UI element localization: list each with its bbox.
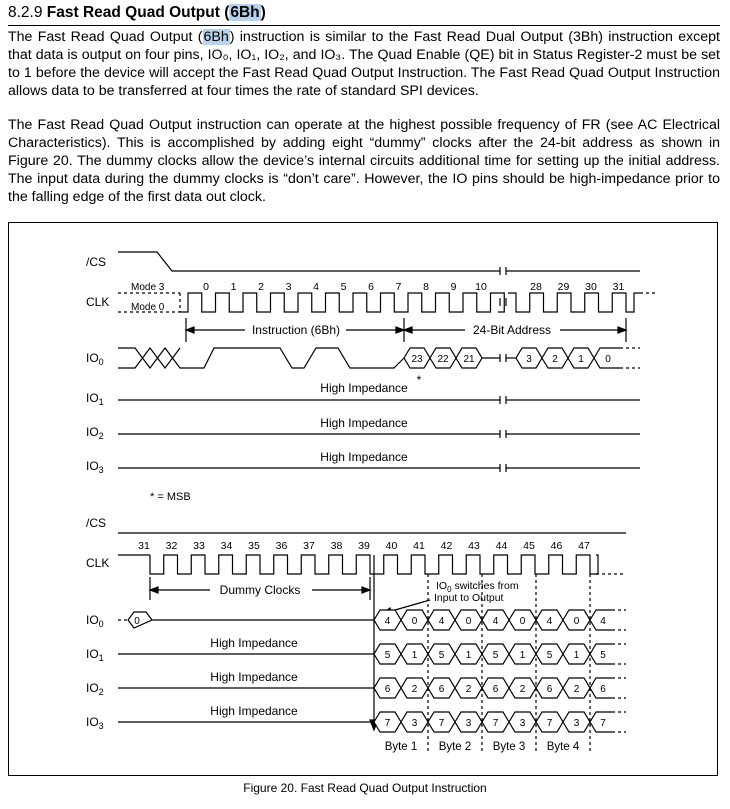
- clock-num-top: 7: [395, 281, 402, 293]
- io2-bit: 2: [465, 684, 472, 695]
- clock-num-top-end: 31: [612, 281, 625, 293]
- io2-bit: 2: [411, 684, 418, 695]
- address-bit-end: 2: [552, 354, 558, 365]
- io0-start-bit: 0: [134, 616, 140, 627]
- io1-bit: 5: [438, 650, 445, 661]
- io0-bit: 4: [600, 616, 606, 627]
- clock-num-bot: 34: [220, 540, 233, 552]
- io0-bit: 4: [546, 616, 553, 627]
- hi-z-io2-bot: High Impedance: [210, 670, 298, 684]
- clock-num-top: 10: [475, 281, 487, 293]
- msb-note: * = MSB: [150, 491, 191, 503]
- clock-num-bot: 44: [495, 540, 508, 552]
- clock-num-top: 2: [258, 281, 264, 293]
- hi-z-io1-bot: High Impedance: [210, 636, 298, 650]
- hi-z-io2-top: High Impedance: [320, 416, 408, 430]
- hi-z-io3-bot: High Impedance: [210, 704, 298, 718]
- signal-clk-top: CLK: [86, 295, 110, 309]
- byte-label: Byte 3: [492, 741, 526, 753]
- io3-bit: 3: [411, 718, 418, 729]
- io3-bit: 3: [573, 718, 580, 729]
- clock-num-bot: 37: [303, 540, 315, 552]
- io3-bit: 7: [438, 718, 445, 729]
- clock-num-bot: 39: [358, 540, 370, 552]
- clock-num-top-end: 29: [557, 281, 570, 293]
- io1-bit: 1: [573, 650, 580, 661]
- clock-num-top-end: 30: [585, 281, 597, 293]
- title-highlight: 6Bh: [230, 4, 260, 21]
- address-bit: 21: [463, 354, 475, 365]
- address-bit-last: 0: [605, 354, 611, 365]
- clock-num-top: 4: [313, 281, 319, 293]
- switch-label-2: Input to Output: [434, 592, 504, 604]
- io3-bit: 3: [465, 718, 472, 729]
- signal-io3-top: $IO_3$: [86, 459, 104, 475]
- io0-bit: 4: [384, 616, 391, 627]
- clock-num-top: 6: [368, 281, 374, 293]
- clock-num-top-end: 28: [530, 281, 542, 293]
- clock-num-bot: 46: [550, 540, 563, 552]
- io1-bit: 5: [546, 650, 553, 661]
- signal-io2-top: $IO_2$: [86, 425, 104, 441]
- byte-label: Byte 4: [546, 741, 580, 753]
- clock-num-bot: 45: [523, 540, 535, 552]
- io3-bit: 7: [600, 718, 606, 729]
- clock-num-bot: 36: [275, 540, 288, 552]
- address-bit-end: 1: [578, 354, 584, 365]
- io1-bit: 5: [492, 650, 499, 661]
- io2-bit: 2: [573, 684, 580, 695]
- section-number: 8.2.9: [8, 4, 43, 21]
- clock-num-top: 5: [340, 281, 347, 293]
- switch-label-1: $IO_0$ switches from: [436, 580, 519, 594]
- io1-bit: 1: [519, 650, 526, 661]
- io1-bit: 5: [600, 650, 606, 661]
- io1-bit: 5: [384, 650, 391, 661]
- io2-bit: 6: [438, 684, 445, 695]
- io0-bit: 4: [438, 616, 445, 627]
- signal-cs-bot: /CS: [86, 516, 107, 530]
- paragraph-dummy-clocks: The Fast Read Quad Output instruction can operate at the highest possible frequency of FR (see AC Electrical Characteristics). This is accomplished by adding eight “dummy” clocks after the 24-bit address as shown in Figure 20. The dummy clocks allow the device’s internal circuits additional time for setting up the initial address. The input data during the dummy clocks is “don’t care”. However, the IO pins should be high-impedance prior to the falling edge of the first data out clock.: [8, 117, 720, 205]
- paragraph-intro: The Fast Read Quad Output (6Bh) instruction is similar to the Fast Read Dual Output (3Bh) instruction except that data is output on four pins, IO₀, IO₁, IO₂, and IO₃. The Quad Enable (QE) bit in Status Register-2 must be set to 1 before the device will accept the Fast Read Quad Output Instruction. The Fast Read Quad Output Instruction allows data to be transferred at four times the rate of standard SPI devices.: [8, 29, 720, 99]
- mode3-label: Mode 3: [131, 282, 165, 293]
- address-bit-end: 3: [526, 354, 532, 365]
- clock-num-top: 8: [423, 281, 429, 293]
- io3-bit: 7: [492, 718, 499, 729]
- io2-bit: 6: [546, 684, 553, 695]
- signal-io1-top: $IO_1$: [86, 391, 104, 407]
- clock-num-bot: 41: [413, 540, 425, 552]
- figure-caption: Figure 20. Fast Read Quad Output Instruction: [243, 781, 487, 795]
- clock-num-bot: 47: [578, 540, 590, 552]
- clock-num-top: 1: [230, 281, 237, 293]
- io2-bit: 6: [492, 684, 499, 695]
- io0-bit: 0: [573, 616, 580, 627]
- clock-num-bot: 33: [193, 540, 205, 552]
- io0-bit: 0: [465, 616, 472, 627]
- address-label: 24-Bit Address: [472, 323, 552, 337]
- signal-io2-bot: $IO_2$: [86, 681, 104, 697]
- section-title: Fast Read Quad Output (6Bh): [46, 4, 266, 21]
- dummy-clocks-label: Dummy Clocks: [219, 583, 301, 597]
- io0-bit: 0: [411, 616, 418, 627]
- clock-num-bot: 32: [165, 540, 178, 552]
- mode0-label: Mode 0: [131, 302, 165, 313]
- clock-num-bot: 43: [468, 540, 480, 552]
- clock-num-top: 0: [203, 281, 209, 293]
- io2-bit: 6: [600, 684, 606, 695]
- io0-bit: 4: [492, 616, 499, 627]
- signal-io0-top: $IO_0$: [86, 351, 104, 367]
- address-bit: 22: [437, 354, 449, 365]
- clock-num-bot: 42: [440, 540, 453, 552]
- io3-bit: 7: [384, 718, 391, 729]
- io0-bit: 0: [519, 616, 526, 627]
- io1-bit: 1: [411, 650, 418, 661]
- clock-num-top: 3: [285, 281, 292, 293]
- clock-num-bot: 40: [385, 540, 398, 552]
- hi-z-io3-top: High Impedance: [320, 450, 408, 464]
- signal-io3-bot: $IO_3$: [86, 715, 104, 731]
- signal-cs-top: /CS: [86, 255, 107, 269]
- clock-num-bot: 35: [248, 540, 260, 552]
- hi-z-io1-top: High Impedance: [320, 381, 408, 395]
- clock-num-bot: 38: [330, 540, 343, 552]
- io2-bit: 2: [519, 684, 526, 695]
- io3-bit: 7: [546, 718, 553, 729]
- io2-bit: 6: [384, 684, 391, 695]
- signal-io1-bot: $IO_1$: [86, 647, 104, 663]
- io3-bit: 3: [519, 718, 526, 729]
- byte-label: Byte 2: [438, 741, 472, 753]
- clock-num-top: 9: [450, 281, 457, 293]
- msb-star: *: [416, 373, 422, 387]
- instruction-label: Instruction (6Bh): [251, 323, 341, 337]
- byte-label: Byte 1: [384, 741, 418, 753]
- signal-io0-bot: $IO_0$: [86, 613, 104, 629]
- clock-num-bot: 31: [138, 540, 150, 552]
- signal-clk-bot: CLK: [86, 556, 110, 570]
- address-bit: 23: [411, 354, 423, 365]
- io1-bit: 1: [465, 650, 472, 661]
